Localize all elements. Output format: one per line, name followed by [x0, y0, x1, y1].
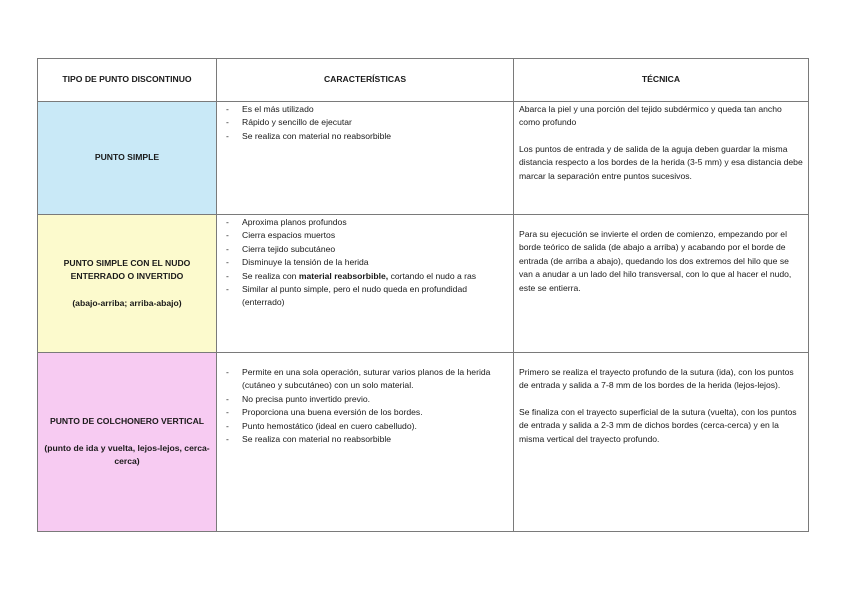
type-name: PUNTO SIMPLE: [94, 152, 160, 163]
technique-paragraph: Los puntos de entrada y de salida de la aguja deben guardar la misma distancia respecto a los bordes de la herida (3-5 mm) y esa distancia debe marcar la separación entre puntos sucesivos.: [519, 143, 803, 181]
type-note: (punto de ida y vuelta, lejos-lejos, cerca-cerca): [44, 442, 210, 467]
technique-paragraph: Se finaliza con el trayecto superficial de la sutura (vuelta), con los puntos de entrada y salida a 2-3 mm de dichos bordes (cerca-cerca) y en la misma vertical del trayecto profundo.: [519, 406, 797, 444]
type-note: (abajo-arriba; arriba-abajo): [72, 297, 182, 308]
type-name: PUNTO DE COLCHONERO VERTICAL: [49, 416, 205, 427]
technique-cell: [514, 353, 809, 532]
technique-paragraph: Abarca la piel y una porción del tejido subdérmico y queda tan ancho como profundo: [519, 104, 782, 128]
list-item: - Rápido y sencillo de ejecutar: [242, 116, 508, 129]
list-item-bold: material reabsorbible,: [298, 270, 389, 281]
header-type: TIPO DE PUNTO DISCONTINUO: [38, 59, 217, 102]
characteristics-cell: [217, 353, 514, 532]
technique-cell: [514, 102, 809, 215]
type-cell: [38, 102, 217, 215]
characteristics-list: [222, 103, 508, 143]
characteristics-list: [222, 216, 508, 310]
list-item-text: Se realiza con: [242, 270, 299, 281]
technique-paragraph: Para su ejecución se invierte el orden de comienzo, empezando por el borde teórico de salida (de abajo a arriba) y acabando por el borde de entrada (de arriba a abajo), quedando los dos extremos del hilo que se van a anudar a un lado del hilo transversal, con lo que al hacer el nudo, este se entierra.: [519, 229, 792, 293]
list-item: - Cierra tejido subcutáneo: [242, 243, 508, 256]
header-characteristics: CARACTERÍSTICAS: [217, 59, 514, 102]
table-row-punto-simple-invertido: [38, 215, 809, 353]
list-item: - Se realiza con material no reabsorbible: [242, 433, 508, 446]
list-item-text: cortando el nudo a ras: [388, 270, 477, 281]
list-item: - No precisa punto invertido previo.: [242, 393, 508, 406]
characteristics-cell: [217, 215, 514, 353]
list-item: - Aproxima planos profundos: [242, 216, 508, 229]
table-row-colchonero-vertical: [38, 353, 809, 532]
type-cell: [38, 353, 217, 532]
list-item: - Se realiza con material no reabsorbible: [242, 130, 508, 143]
characteristics-list: [222, 366, 508, 446]
suture-types-table: [37, 58, 809, 532]
table-row-punto-simple: [38, 102, 809, 215]
technique-paragraph: Primero se realiza el trayecto profundo de la sutura (ida), con los puntos de entrada y salida a 7-8 mm de los bordes de la herida (lejos-lejos).: [519, 367, 794, 391]
list-item: - Cierra espacios muertos: [242, 229, 508, 242]
header-row: [38, 59, 809, 102]
list-item: - Proporciona una buena eversión de los bordes.: [242, 406, 508, 419]
list-item: - Permite en una sola operación, suturar varios planos de la herida (cutáneo y subcutáneo) con un solo material.: [242, 366, 508, 393]
list-item: - Es el más utilizado: [242, 103, 508, 116]
technique-cell: [514, 215, 809, 353]
list-item: - Similar al punto simple, pero el nudo queda en profundidad (enterrado): [242, 283, 508, 310]
list-item: - Punto hemostático (ideal en cuero cabelludo).: [242, 420, 508, 433]
characteristics-cell: [217, 102, 514, 215]
list-item: - Disminuye la tensión de la herida: [242, 256, 508, 269]
type-cell: [38, 215, 217, 353]
header-technique: TÉCNICA: [514, 59, 809, 102]
type-name: PUNTO SIMPLE CON EL NUDO ENTERRADO O INVERTIDO: [63, 257, 191, 282]
list-item: [242, 270, 508, 283]
